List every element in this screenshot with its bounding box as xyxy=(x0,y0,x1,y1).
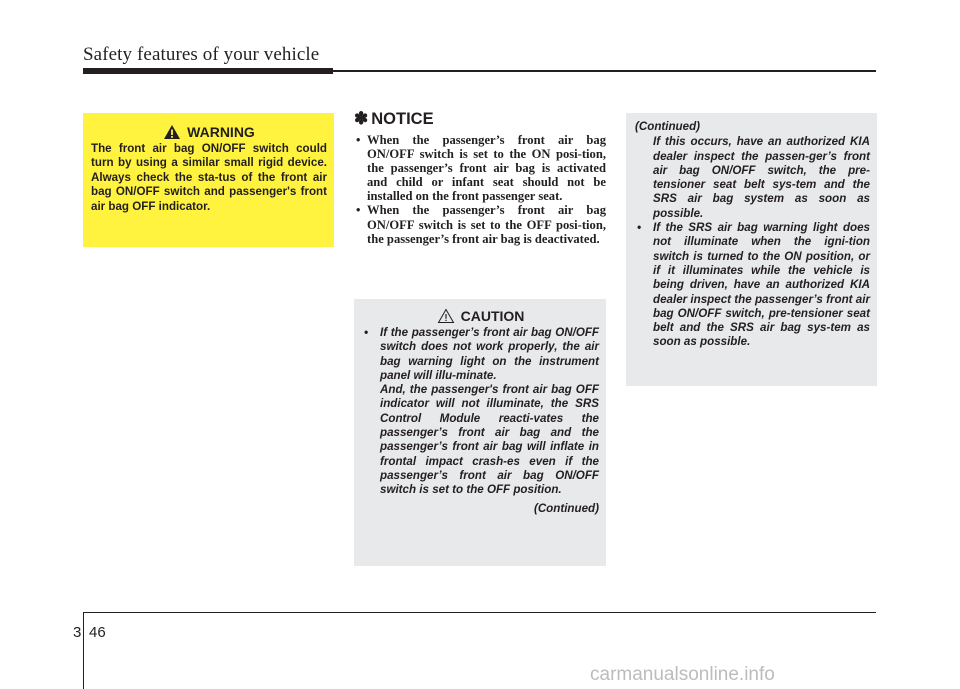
caution-triangle-icon xyxy=(437,308,455,324)
warning-box xyxy=(83,113,334,247)
continued-paragraph: If this occurs, have an authorized KIA dealer inspect the passen-ger’s front air bag ON/OFF switch, the pre-tensioner seat belt sys-tem and the SRS air bag system as soon as possible. xyxy=(653,135,870,220)
continued-item: • If the SRS air bag warning light does not illuminate when the igni-tion switch is turned to the ON position, or if it illuminates while the vehicle is being driven, have an authorized KIA dealer inspect the passenger’s front air bag ON/OFF switch, pre-tensioner seat belt and the SRS air bag sys-tem as soon as possible. xyxy=(637,221,870,349)
warning-triangle-icon xyxy=(163,124,181,140)
header-rule xyxy=(83,68,876,74)
page-number: 46 xyxy=(89,624,106,641)
caution-title: CAUTION xyxy=(460,308,525,324)
caution-continued-label: (Continued) xyxy=(533,501,599,515)
header-rule-thick xyxy=(83,68,333,74)
notice-item-text: When the passenger’s front air bag ON/OFF switch is set to the OFF posi-tion, the passenger’s front air bag is deactivated. xyxy=(367,203,606,246)
section-number: 3 xyxy=(73,624,82,641)
caution-item-continuation: And, the passenger's front air bag OFF indicator will not illuminate, the SRS Control Module reacti-vates the passenger’s front air bag and the passenger’s front air bag will inflate in frontal impact crash-es even if the passenger’s front air bag ON/OFF switch is set to the OFF position. xyxy=(380,383,599,497)
continued-item-text: If the SRS air bag warning light does not illuminate when the igni-tion switch is turned to the ON position, or if it illuminates while the vehicle is being driven, have an authorized KIA dealer inspect the passenger’s front air bag ON/OFF switch, pre-tensioner seat belt and the SRS air bag sys-tem as soon as possible. xyxy=(653,221,870,349)
warning-title: WARNING xyxy=(187,124,255,140)
caution-text xyxy=(362,326,599,516)
continued-label: (Continued) xyxy=(635,120,701,133)
notice-title: NOTICE xyxy=(371,109,434,128)
notice-star-icon: ✽ xyxy=(354,109,369,128)
notice-item: • When the passenger’s front air bag ON/OFF switch is set to the OFF posi-tion, the passenger’s front air bag is deactivated. xyxy=(356,203,606,246)
watermark: carmanualsonline.info xyxy=(590,664,775,685)
notice-section xyxy=(354,109,606,246)
footer-vertical-rule xyxy=(83,612,84,689)
notice-list xyxy=(354,133,606,246)
warning-header xyxy=(91,124,327,140)
warning-text: The front air bag ON/OFF switch could turn by using a similar small rigid device. Always check the sta-tus of the front air bag ON/OFF switch and passenger's front air bag OFF indicator. xyxy=(91,142,327,213)
footer-horizontal-rule xyxy=(83,612,876,613)
page-header-title: Safety features of your vehicle xyxy=(83,44,320,65)
caution-item: • If the passenger’s front air bag ON/OFF switch does not work properly, the air bag warning light on the instrument panel will illu-minate. xyxy=(364,326,599,382)
continued-caution-box xyxy=(626,113,877,386)
notice-item: • When the passenger’s front air bag ON/OFF switch is set to the ON posi-tion, the passenger’s front air bag is activated and child or infant seat should not be installed on the front passenger seat. xyxy=(356,133,606,204)
notice-header xyxy=(354,109,606,129)
caution-box xyxy=(354,299,606,566)
notice-item-text: When the passenger’s front air bag ON/OFF switch is set to the ON posi-tion, the passenger’s front air bag is activated and child or infant seat should not be installed on the front passenger seat. xyxy=(367,133,606,204)
caution-item-text: If the passenger’s front air bag ON/OFF switch does not work properly, the air bag warning light on the instrument panel will illu-minate. xyxy=(380,326,599,382)
caution-header xyxy=(362,308,599,324)
header-rule-thin xyxy=(333,70,876,72)
